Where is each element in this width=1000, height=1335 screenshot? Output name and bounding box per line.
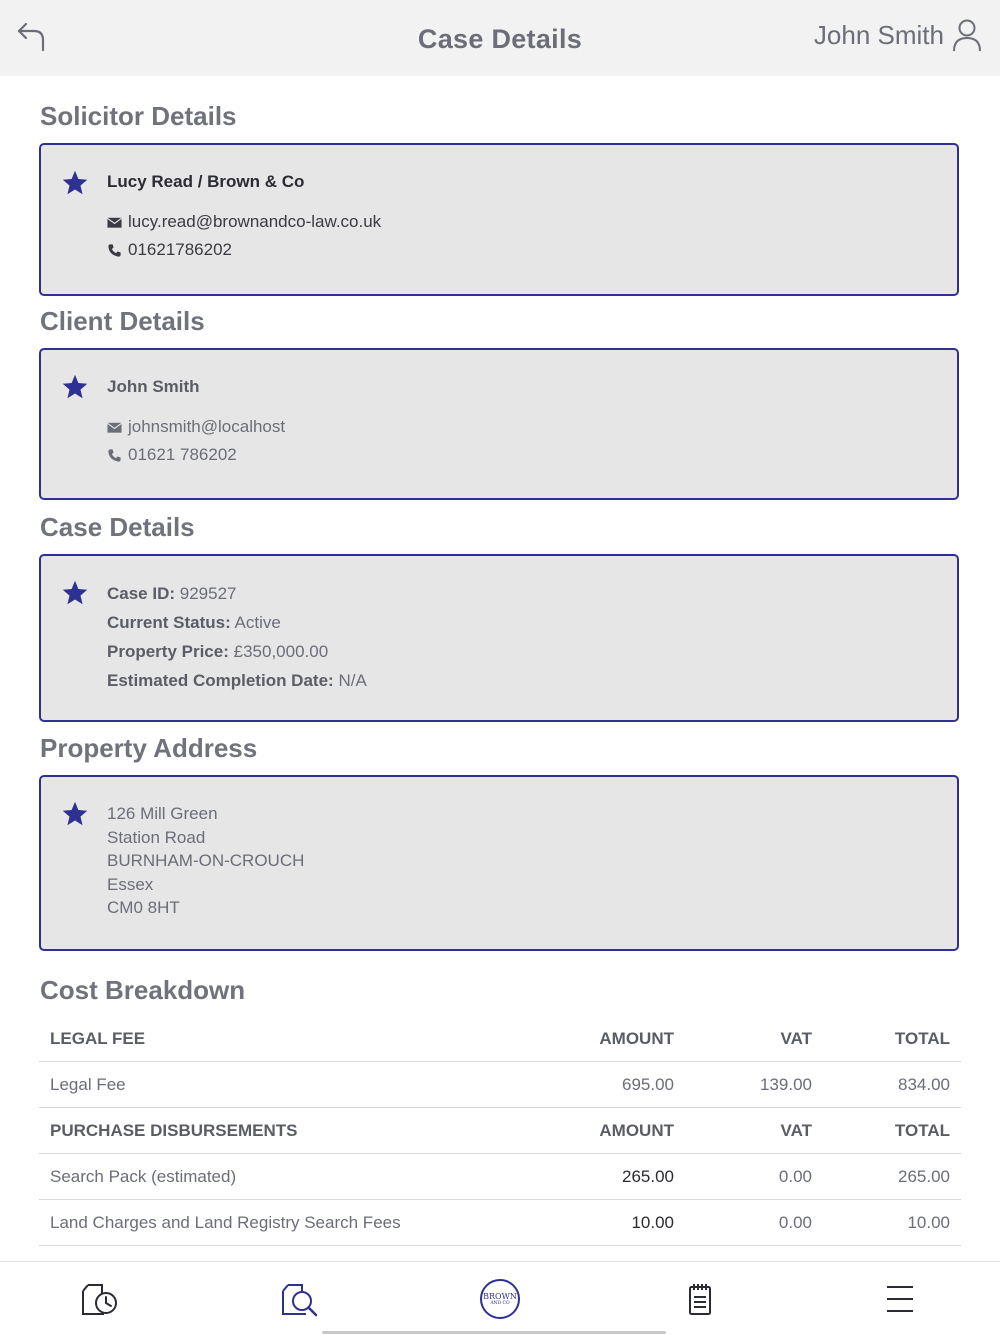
column-header: VAT xyxy=(685,1016,823,1062)
top-bar xyxy=(0,0,1000,76)
property-card xyxy=(39,775,959,951)
user-icon xyxy=(952,18,982,52)
property-price-value: £350,000.00 xyxy=(233,642,329,661)
cost-item-label: Search Pack (estimated) xyxy=(39,1154,523,1200)
logo-subtext: AND CO xyxy=(490,1300,510,1306)
column-header: PURCHASE DISBURSEMENTS xyxy=(39,1108,523,1154)
star-icon xyxy=(61,169,89,197)
envelope-icon xyxy=(107,420,122,435)
column-header: AMOUNT xyxy=(523,1016,685,1062)
client-name: John Smith xyxy=(107,377,200,396)
client-email-row[interactable] xyxy=(107,413,285,441)
case-id-row xyxy=(107,579,367,608)
address-line: Station Road xyxy=(107,827,206,847)
cost-item-vat: 0.00 xyxy=(685,1200,823,1246)
solicitor-name: Lucy Read / Brown & Co xyxy=(107,172,305,191)
cost-item-amount: 10.00 xyxy=(523,1200,685,1246)
bottom-navigation xyxy=(0,1261,1000,1335)
address-line: Essex xyxy=(107,874,154,894)
case-history-icon xyxy=(80,1281,120,1317)
property-section-title: Property Address xyxy=(40,733,258,763)
cost-item-total: 265.00 xyxy=(823,1154,961,1200)
address-line: CM0 8HT xyxy=(107,898,180,917)
current-status-label: Current Status: xyxy=(107,613,231,632)
user-name: John Smith xyxy=(813,19,944,50)
nav-search-documents[interactable] xyxy=(200,1262,400,1335)
nav-case-history[interactable] xyxy=(0,1262,200,1335)
cost-item-amount: 695.00 xyxy=(523,1062,685,1108)
table-header-row xyxy=(39,1016,961,1062)
solicitor-section-title: Solicitor Details xyxy=(40,101,237,131)
case-id-label: Case ID: xyxy=(107,584,176,603)
address-line: 126 Mill Green xyxy=(107,804,218,823)
phone-icon xyxy=(107,243,122,258)
property-address xyxy=(107,802,304,920)
cost-item-vat: 139.00 xyxy=(685,1062,823,1108)
address-line: BURNHAM-ON-CROUCH xyxy=(107,851,305,870)
solicitor-phone: 01621786202 xyxy=(128,240,233,259)
cost-item-amount: 265.00 xyxy=(523,1154,685,1200)
completion-date-label: Estimated Completion Date: xyxy=(107,671,334,690)
star-icon xyxy=(61,373,89,401)
star-icon xyxy=(61,800,89,828)
cost-item-label: Land Charges and Land Registry Search Fees xyxy=(39,1200,523,1246)
clipboard-icon xyxy=(686,1282,714,1316)
current-status-row xyxy=(107,608,367,637)
cost-section-title: Cost Breakdown xyxy=(40,975,246,1005)
cost-item-total: 834.00 xyxy=(823,1062,961,1108)
case-section-title: Case Details xyxy=(40,512,195,542)
logo-text: BROWN xyxy=(483,1291,517,1301)
case-id-value: 929527 xyxy=(179,584,237,603)
column-header: LEGAL FEE xyxy=(39,1016,523,1062)
page-title: Case Details xyxy=(417,24,583,54)
client-card xyxy=(39,348,959,500)
solicitor-email: lucy.read@brownandco-law.co.uk xyxy=(128,212,382,231)
nav-notes[interactable] xyxy=(600,1262,800,1335)
brown-and-co-logo xyxy=(480,1279,520,1319)
solicitor-card xyxy=(39,143,959,296)
property-price-label: Property Price: xyxy=(107,642,229,661)
table-row xyxy=(39,1200,961,1246)
case-card xyxy=(39,554,959,722)
client-section-title: Client Details xyxy=(40,306,205,336)
client-email: johnsmith@localhost xyxy=(128,417,286,436)
column-header: VAT xyxy=(685,1108,823,1154)
menu-icon xyxy=(885,1284,915,1314)
user-account-button[interactable] xyxy=(814,18,982,52)
cost-item-vat: 0.00 xyxy=(685,1154,823,1200)
column-header: TOTAL xyxy=(823,1016,961,1062)
column-header: AMOUNT xyxy=(523,1108,685,1154)
cost-item-label: Legal Fee xyxy=(39,1062,523,1108)
table-row xyxy=(39,1062,961,1108)
property-price-row xyxy=(107,637,367,666)
solicitor-email-row[interactable] xyxy=(107,208,381,236)
nav-home-logo[interactable] xyxy=(400,1262,600,1335)
star-icon xyxy=(61,579,89,607)
column-header: TOTAL xyxy=(823,1108,961,1154)
current-status-value: Active xyxy=(234,613,281,632)
cost-item-total: 10.00 xyxy=(823,1200,961,1246)
completion-date-value: N/A xyxy=(338,671,367,690)
search-document-icon xyxy=(280,1281,320,1317)
completion-date-row xyxy=(107,666,367,695)
client-phone: 01621 786202 xyxy=(128,445,237,464)
table-header-row xyxy=(39,1108,961,1154)
envelope-icon xyxy=(107,215,122,230)
cost-breakdown-table xyxy=(39,1016,961,1246)
client-phone-row[interactable] xyxy=(107,441,285,469)
table-row xyxy=(39,1154,961,1200)
nav-menu[interactable] xyxy=(800,1262,1000,1335)
phone-icon xyxy=(107,448,122,463)
solicitor-phone-row[interactable] xyxy=(107,236,381,264)
